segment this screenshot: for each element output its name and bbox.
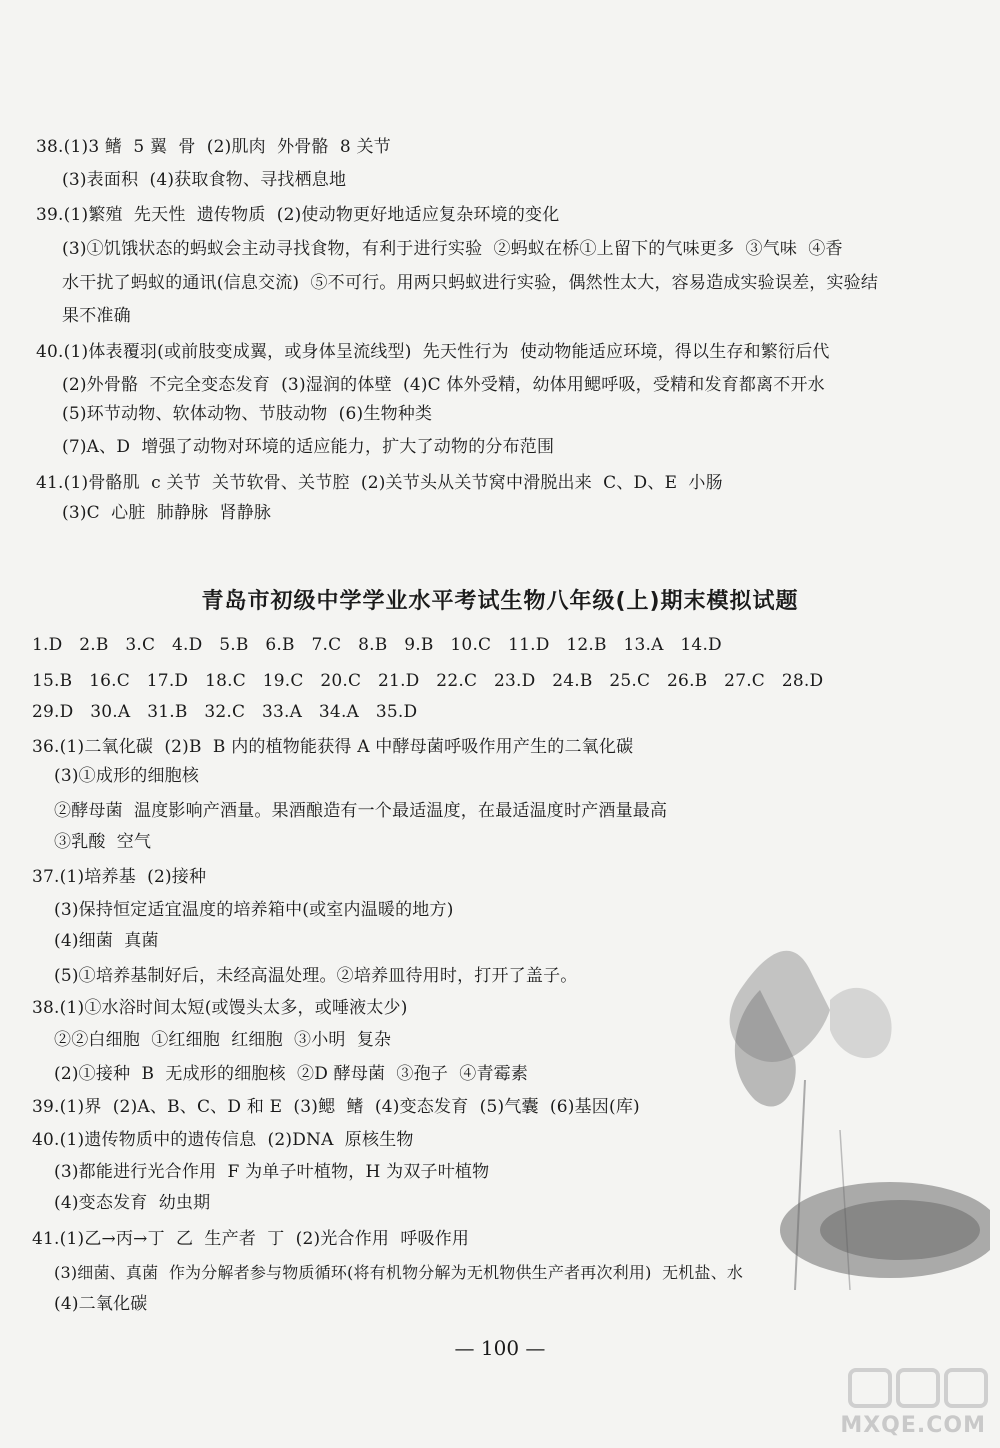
text-line: (5)环节动物、软体动物、节肢动物 (6)生物种类 <box>62 404 433 424</box>
text-line: 果不准确 <box>62 306 131 326</box>
text-line: 38.(1)3 鳍 5 翼 骨 (2)肌肉 外骨骼 8 关节 <box>36 137 391 157</box>
text-line: (4)二氧化碳 <box>54 1294 148 1314</box>
text-line: (3)①饥饿状态的蚂蚁会主动寻找食物，有利于进行实验 ②蚂蚁在桥①上留下的气味更多 ③气味 ④香 <box>62 239 843 259</box>
text-line: (3)保持恒定适宜温度的培养箱中(或室内温暖的地方) <box>54 900 454 920</box>
text-line: ②②白细胞 ①红细胞 红细胞 ③小明 复杂 <box>54 1030 392 1050</box>
answer-key-row: 15.B 16.C 17.D 18.C 19.C 20.C 21.D 22.C 23.D 24.B 25.C 26.B 27.C 28.D <box>32 671 824 691</box>
text-line: 39.(1)繁殖 先天性 遗传物质 (2)使动物更好地适应复杂环境的变化 <box>36 205 560 225</box>
text-line: 水干扰了蚂蚁的通讯(信息交流) ⑤不可行。用两只蚂蚁进行实验，偶然性太大，容易造成实验误差，实验结 <box>62 273 879 293</box>
text-line: (2)外骨骼 不完全变态发育 (3)湿润的体壁 (4)C 体外受精，幼体用鳃呼吸，受精和发育都离不开水 <box>62 375 825 395</box>
lotus-illustration <box>700 930 990 1310</box>
text-line: (2)①接种 B 无成形的细胞核 ②D 酵母菌 ③孢子 ④青霉素 <box>54 1064 529 1084</box>
text-line: (3)C 心脏 肺静脉 肾静脉 <box>62 503 272 523</box>
section-title: 青岛市初级中学学业水平考试生物八年级(上)期末模拟试题 <box>201 589 799 614</box>
text-line: (7)A、D 增强了动物对环境的适应能力，扩大了动物的分布范围 <box>62 437 555 457</box>
text-line: (3)都能进行光合作用 F 为单子叶植物，H 为双子叶植物 <box>54 1162 490 1182</box>
text-line: 41.(1)骨骼肌 c 关节 关节软骨、关节腔 (2)关节头从关节窝中滑脱出来 C、D、E 小肠 <box>36 473 723 493</box>
page-number: — 100 — <box>454 1336 546 1360</box>
text-line: 36.(1)二氧化碳 (2)B B 内的植物能获得 A 中酵母菌呼吸作用产生的二氧化碳 <box>32 737 634 757</box>
text-line: (5)①培养基制好后，未经高温处理。②培养皿待用时，打开了盖子。 <box>54 966 578 986</box>
text-line: (4)细菌 真菌 <box>54 931 159 951</box>
text-line: 39.(1)界 (2)A、B、C、D 和 E (3)鳃 鳍 (4)变态发育 (5)气囊 (6)基因(库) <box>32 1097 640 1117</box>
text-line: 37.(1)培养基 (2)接种 <box>32 867 207 887</box>
text-line: ②酵母菌 温度影响产酒量。果酒酿造有一个最适温度，在最适温度时产酒量最高 <box>54 801 668 821</box>
text-line: 38.(1)①水浴时间太短(或馒头太多，或唾液太少) <box>32 998 408 1018</box>
text-line: (3)表面积 (4)获取食物、寻找栖息地 <box>62 170 347 190</box>
answer-key-row: 1.D 2.B 3.C 4.D 5.B 6.B 7.C 8.B 9.B 10.C 11.D 12.B 13.A 14.D <box>32 635 722 655</box>
watermark-text: MXQE.COM <box>840 1413 986 1438</box>
text-line: ③乳酸 空气 <box>54 832 152 852</box>
text-line: 41.(1)乙→丙→丁 乙 生产者 丁 (2)光合作用 呼吸作用 <box>32 1229 470 1249</box>
text-line: 40.(1)遗传物质中的遗传信息 (2)DNA 原核生物 <box>32 1130 414 1150</box>
answer-key-row: 29.D 30.A 31.B 32.C 33.A 34.A 35.D <box>32 702 418 722</box>
text-line: (4)变态发育 幼虫期 <box>54 1193 211 1213</box>
text-line: (3)细菌、真菌 作为分解者参与物质循环(将有机物分解为无机物供生产者再次利用) 无机盐、水 <box>54 1263 744 1282</box>
text-line: 40.(1)体表覆羽(或前肢变成翼，或身体呈流线型) 先天性行为 使动物能适应环境，得以生存和繁衍后代 <box>36 342 830 362</box>
text-line: (3)①成形的细胞核 <box>54 766 200 786</box>
